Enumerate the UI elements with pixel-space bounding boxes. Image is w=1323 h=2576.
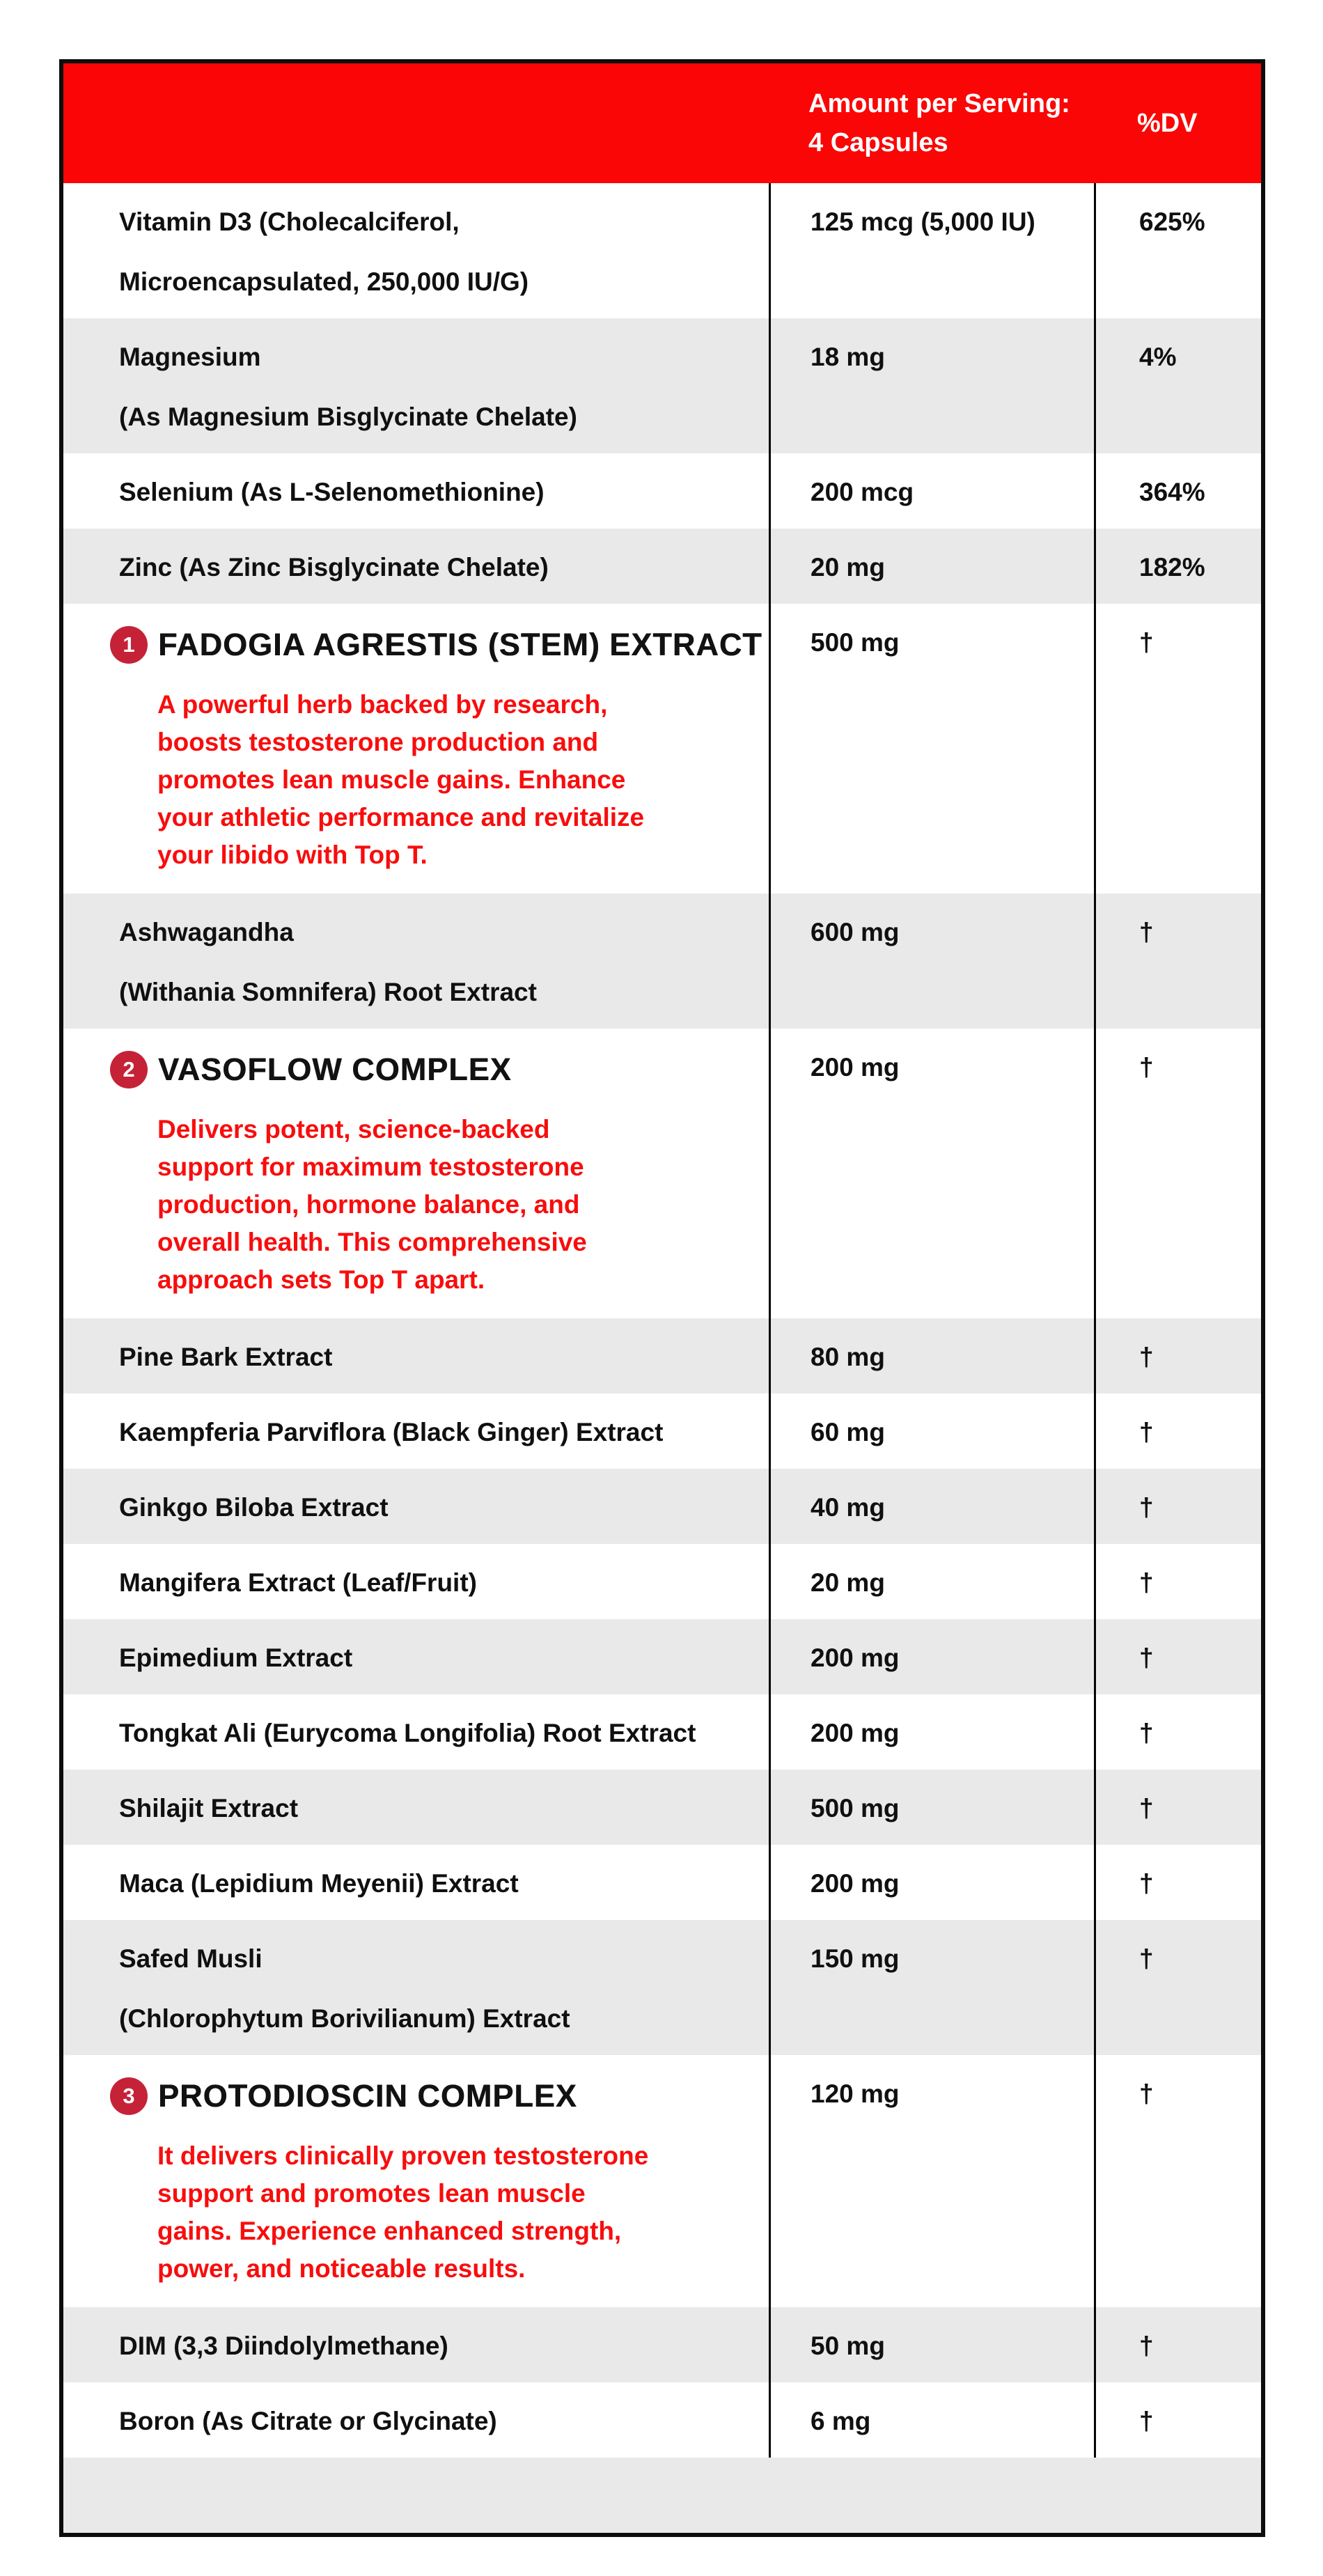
ingredient-cell — [63, 1394, 771, 1469]
description-line: Delivers potent, science-backed — [157, 1115, 550, 1143]
dv-value: 364% — [1139, 478, 1205, 506]
ingredient-cell — [63, 453, 771, 529]
description-line: your athletic performance and revitalize — [157, 803, 645, 832]
ingredient-display-name: PROTODIOSCIN COMPLEX — [158, 2078, 577, 2114]
ingredient-name-line: Magnesium — [119, 343, 261, 371]
ingredient-name-line: Pine Bark Extract — [119, 1343, 333, 1371]
ingredient-name-line: (Chlorophytum Borivilianum) Extract — [119, 2004, 570, 2033]
amount-cell — [771, 1770, 1096, 1845]
ingredient-cell — [63, 2055, 771, 2307]
table-row — [63, 1845, 1261, 1920]
table-row — [63, 183, 1261, 318]
amount-cell — [771, 1544, 1096, 1619]
description-line: A powerful herb backed by research, — [157, 690, 608, 719]
amount-value: 18 mg — [811, 343, 885, 371]
footer-band — [63, 2458, 1261, 2533]
amount-cell — [771, 2055, 1096, 2307]
ingredient-cell — [63, 2382, 771, 2458]
ingredient-display-name: VASOFLOW COMPLEX — [158, 1052, 512, 1087]
dv-cell — [1096, 893, 1261, 1029]
amount-cell — [771, 2382, 1096, 2458]
amount-value: 600 mg — [811, 918, 900, 946]
table-row — [63, 318, 1261, 453]
ingredient-cell — [63, 1469, 771, 1544]
dv-value: † — [1139, 1418, 1154, 1446]
ingredient-name-line: Microencapsulated, 250,000 IU/G) — [119, 267, 529, 296]
table-row — [63, 604, 1261, 893]
dv-cell — [1096, 453, 1261, 529]
description-line: gains. Experience enhanced strength, — [157, 2217, 622, 2245]
table-row — [63, 1694, 1261, 1770]
dv-value: † — [1139, 1944, 1154, 1973]
ingredient-cell — [63, 1029, 771, 1318]
dv-value: 182% — [1139, 553, 1205, 581]
amount-cell — [771, 1469, 1096, 1544]
table-header — [63, 63, 1261, 183]
supplement-facts-panel — [59, 59, 1265, 2537]
dv-cell — [1096, 318, 1261, 453]
amount-value: 200 mg — [811, 1869, 900, 1898]
dv-cell — [1096, 1394, 1261, 1469]
ingredient-cell — [63, 529, 771, 604]
amount-value: 20 mg — [811, 1568, 885, 1597]
description-line: power, and noticeable results. — [157, 2254, 526, 2283]
amount-cell — [771, 2307, 1096, 2382]
ingredient-cell — [63, 604, 771, 893]
dv-cell — [1096, 2382, 1261, 2458]
ingredient-name-line: Ginkgo Biloba Extract — [119, 1493, 389, 1522]
amount-value: 125 mcg (5,000 IU) — [811, 208, 1035, 236]
ingredient-cell — [63, 1770, 771, 1845]
ingredient-cell — [63, 1920, 771, 2055]
ingredient-heading — [110, 2077, 737, 2115]
amount-value: 120 mg — [811, 2079, 900, 2108]
dv-value: 625% — [1139, 208, 1205, 236]
dv-value: † — [1139, 1719, 1154, 1747]
amount-cell — [771, 318, 1096, 453]
number-badge: 3 — [110, 2077, 148, 2115]
amount-value: 20 mg — [811, 553, 885, 581]
dv-value: † — [1139, 2407, 1154, 2435]
dv-value: 4% — [1139, 343, 1177, 371]
description-line: overall health. This comprehensive — [157, 1228, 587, 1256]
amount-cell — [771, 1394, 1096, 1469]
amount-cell — [771, 1694, 1096, 1770]
ingredient-cell — [63, 183, 771, 318]
ingredient-name-line: Selenium (As L-Selenomethionine) — [119, 478, 545, 506]
amount-cell — [771, 893, 1096, 1029]
number-badge: 2 — [110, 1051, 148, 1088]
amount-cell — [771, 529, 1096, 604]
amount-cell — [771, 1318, 1096, 1394]
dv-cell — [1096, 1029, 1261, 1318]
dv-cell — [1096, 1318, 1261, 1394]
ingredient-description — [157, 686, 737, 874]
table-row — [63, 2382, 1261, 2458]
dv-value: † — [1139, 628, 1154, 657]
ingredient-name-line: Ashwagandha — [119, 918, 294, 946]
dv-cell — [1096, 1770, 1261, 1845]
amount-cell — [771, 183, 1096, 318]
ingredient-name-line: Mangifera Extract (Leaf/Fruit) — [119, 1568, 477, 1597]
amount-value: 500 mg — [811, 1794, 900, 1822]
ingredient-name-line: Boron (As Citrate or Glycinate) — [119, 2407, 497, 2435]
table-row — [63, 1469, 1261, 1544]
amount-cell — [771, 1029, 1096, 1318]
description-line: It delivers clinically proven testosterone — [157, 2141, 649, 2170]
ingredient-name-line: Safed Musli — [119, 1944, 263, 1973]
amount-value: 200 mg — [811, 1053, 900, 1082]
table-row — [63, 1029, 1261, 1318]
amount-value: 6 mg — [811, 2407, 871, 2435]
amount-value: 50 mg — [811, 2332, 885, 2360]
amount-value: 500 mg — [811, 628, 900, 657]
ingredient-name-line: Kaempferia Parviflora (Black Ginger) Extract — [119, 1418, 664, 1446]
dv-header: %DV — [1137, 108, 1198, 138]
dv-value: † — [1139, 2332, 1154, 2360]
table-row — [63, 2307, 1261, 2382]
amount-value: 60 mg — [811, 1418, 885, 1446]
dv-cell — [1096, 183, 1261, 318]
description-line: your libido with Top T. — [157, 841, 428, 869]
description-line: support for maximum testosterone — [157, 1153, 584, 1181]
dv-value: † — [1139, 2079, 1154, 2108]
table-row — [63, 2055, 1261, 2307]
dv-cell — [1096, 2055, 1261, 2307]
amount-per-serving-header — [808, 84, 1094, 162]
dv-value: † — [1139, 1644, 1154, 1672]
amount-cell — [771, 453, 1096, 529]
table-row — [63, 1318, 1261, 1394]
amount-value: 200 mg — [811, 1644, 900, 1672]
description-line: boosts testosterone production and — [157, 728, 599, 756]
dv-value: † — [1139, 1053, 1154, 1082]
amount-cell — [771, 1920, 1096, 2055]
ingredient-name-line: Zinc (As Zinc Bisglycinate Chelate) — [119, 553, 549, 581]
ingredient-display-name: FADOGIA AGRESTIS (STEM) EXTRACT — [158, 627, 762, 662]
ingredient-cell — [63, 1318, 771, 1394]
amount-value: 200 mg — [811, 1719, 900, 1747]
table-row — [63, 893, 1261, 1029]
ingredient-cell — [63, 1544, 771, 1619]
amount-cell — [771, 1619, 1096, 1694]
description-line: support and promotes lean muscle — [157, 2179, 586, 2208]
amount-header-line1: Amount per Serving: — [808, 89, 1070, 118]
ingredient-name-line: Vitamin D3 (Cholecalciferol, — [119, 208, 460, 236]
dv-value: † — [1139, 1493, 1154, 1522]
description-line: approach sets Top T apart. — [157, 1265, 485, 1294]
ingredient-name-line: Maca (Lepidium Meyenii) Extract — [119, 1869, 519, 1898]
ingredient-cell — [63, 893, 771, 1029]
table-row — [63, 1920, 1261, 2055]
amount-value: 200 mcg — [811, 478, 914, 506]
ingredient-cell — [63, 2307, 771, 2382]
dv-cell — [1096, 2307, 1261, 2382]
ingredient-name-line: Epimedium Extract — [119, 1644, 353, 1672]
ingredient-description — [157, 1111, 737, 1299]
description-line: promotes lean muscle gains. Enhance — [157, 765, 626, 794]
dv-cell — [1096, 1920, 1261, 2055]
table-row — [63, 1544, 1261, 1619]
ingredient-cell — [63, 1619, 771, 1694]
dv-cell — [1096, 1694, 1261, 1770]
table-row — [63, 453, 1261, 529]
ingredient-cell — [63, 1694, 771, 1770]
ingredient-cell — [63, 1845, 771, 1920]
amount-header-line2: 4 Capsules — [808, 128, 948, 157]
dv-cell — [1096, 604, 1261, 893]
ingredient-description — [157, 2137, 737, 2288]
dv-cell — [1096, 1845, 1261, 1920]
ingredient-name-line: Shilajit Extract — [119, 1794, 299, 1822]
ingredient-cell — [63, 318, 771, 453]
ingredient-name-line: (Withania Somnifera) Root Extract — [119, 978, 537, 1006]
ingredient-heading — [110, 626, 762, 664]
amount-cell — [771, 1845, 1096, 1920]
dv-value: † — [1139, 1568, 1154, 1597]
table-row — [63, 1394, 1261, 1469]
amount-value: 150 mg — [811, 1944, 900, 1973]
amount-value: 40 mg — [811, 1493, 885, 1522]
table-row — [63, 529, 1261, 604]
dv-cell — [1096, 529, 1261, 604]
dv-value: † — [1139, 918, 1154, 946]
ingredient-name-line: DIM (3,3 Diindolylmethane) — [119, 2332, 448, 2360]
table-row — [63, 1770, 1261, 1845]
ingredient-heading — [110, 1051, 737, 1088]
dv-value: † — [1139, 1794, 1154, 1822]
description-line: production, hormone balance, and — [157, 1190, 580, 1219]
table-row — [63, 1619, 1261, 1694]
amount-value: 80 mg — [811, 1343, 885, 1371]
ingredient-name-line: Tongkat Ali (Eurycoma Longifolia) Root Extract — [119, 1719, 696, 1747]
dv-cell — [1096, 1469, 1261, 1544]
dv-value: † — [1139, 1869, 1154, 1898]
number-badge: 1 — [110, 626, 148, 664]
dv-value: † — [1139, 1343, 1154, 1371]
rows — [63, 183, 1261, 2458]
dv-cell — [1096, 1544, 1261, 1619]
dv-cell — [1096, 1619, 1261, 1694]
amount-cell — [771, 604, 1096, 893]
ingredient-name-line: (As Magnesium Bisglycinate Chelate) — [119, 403, 577, 431]
